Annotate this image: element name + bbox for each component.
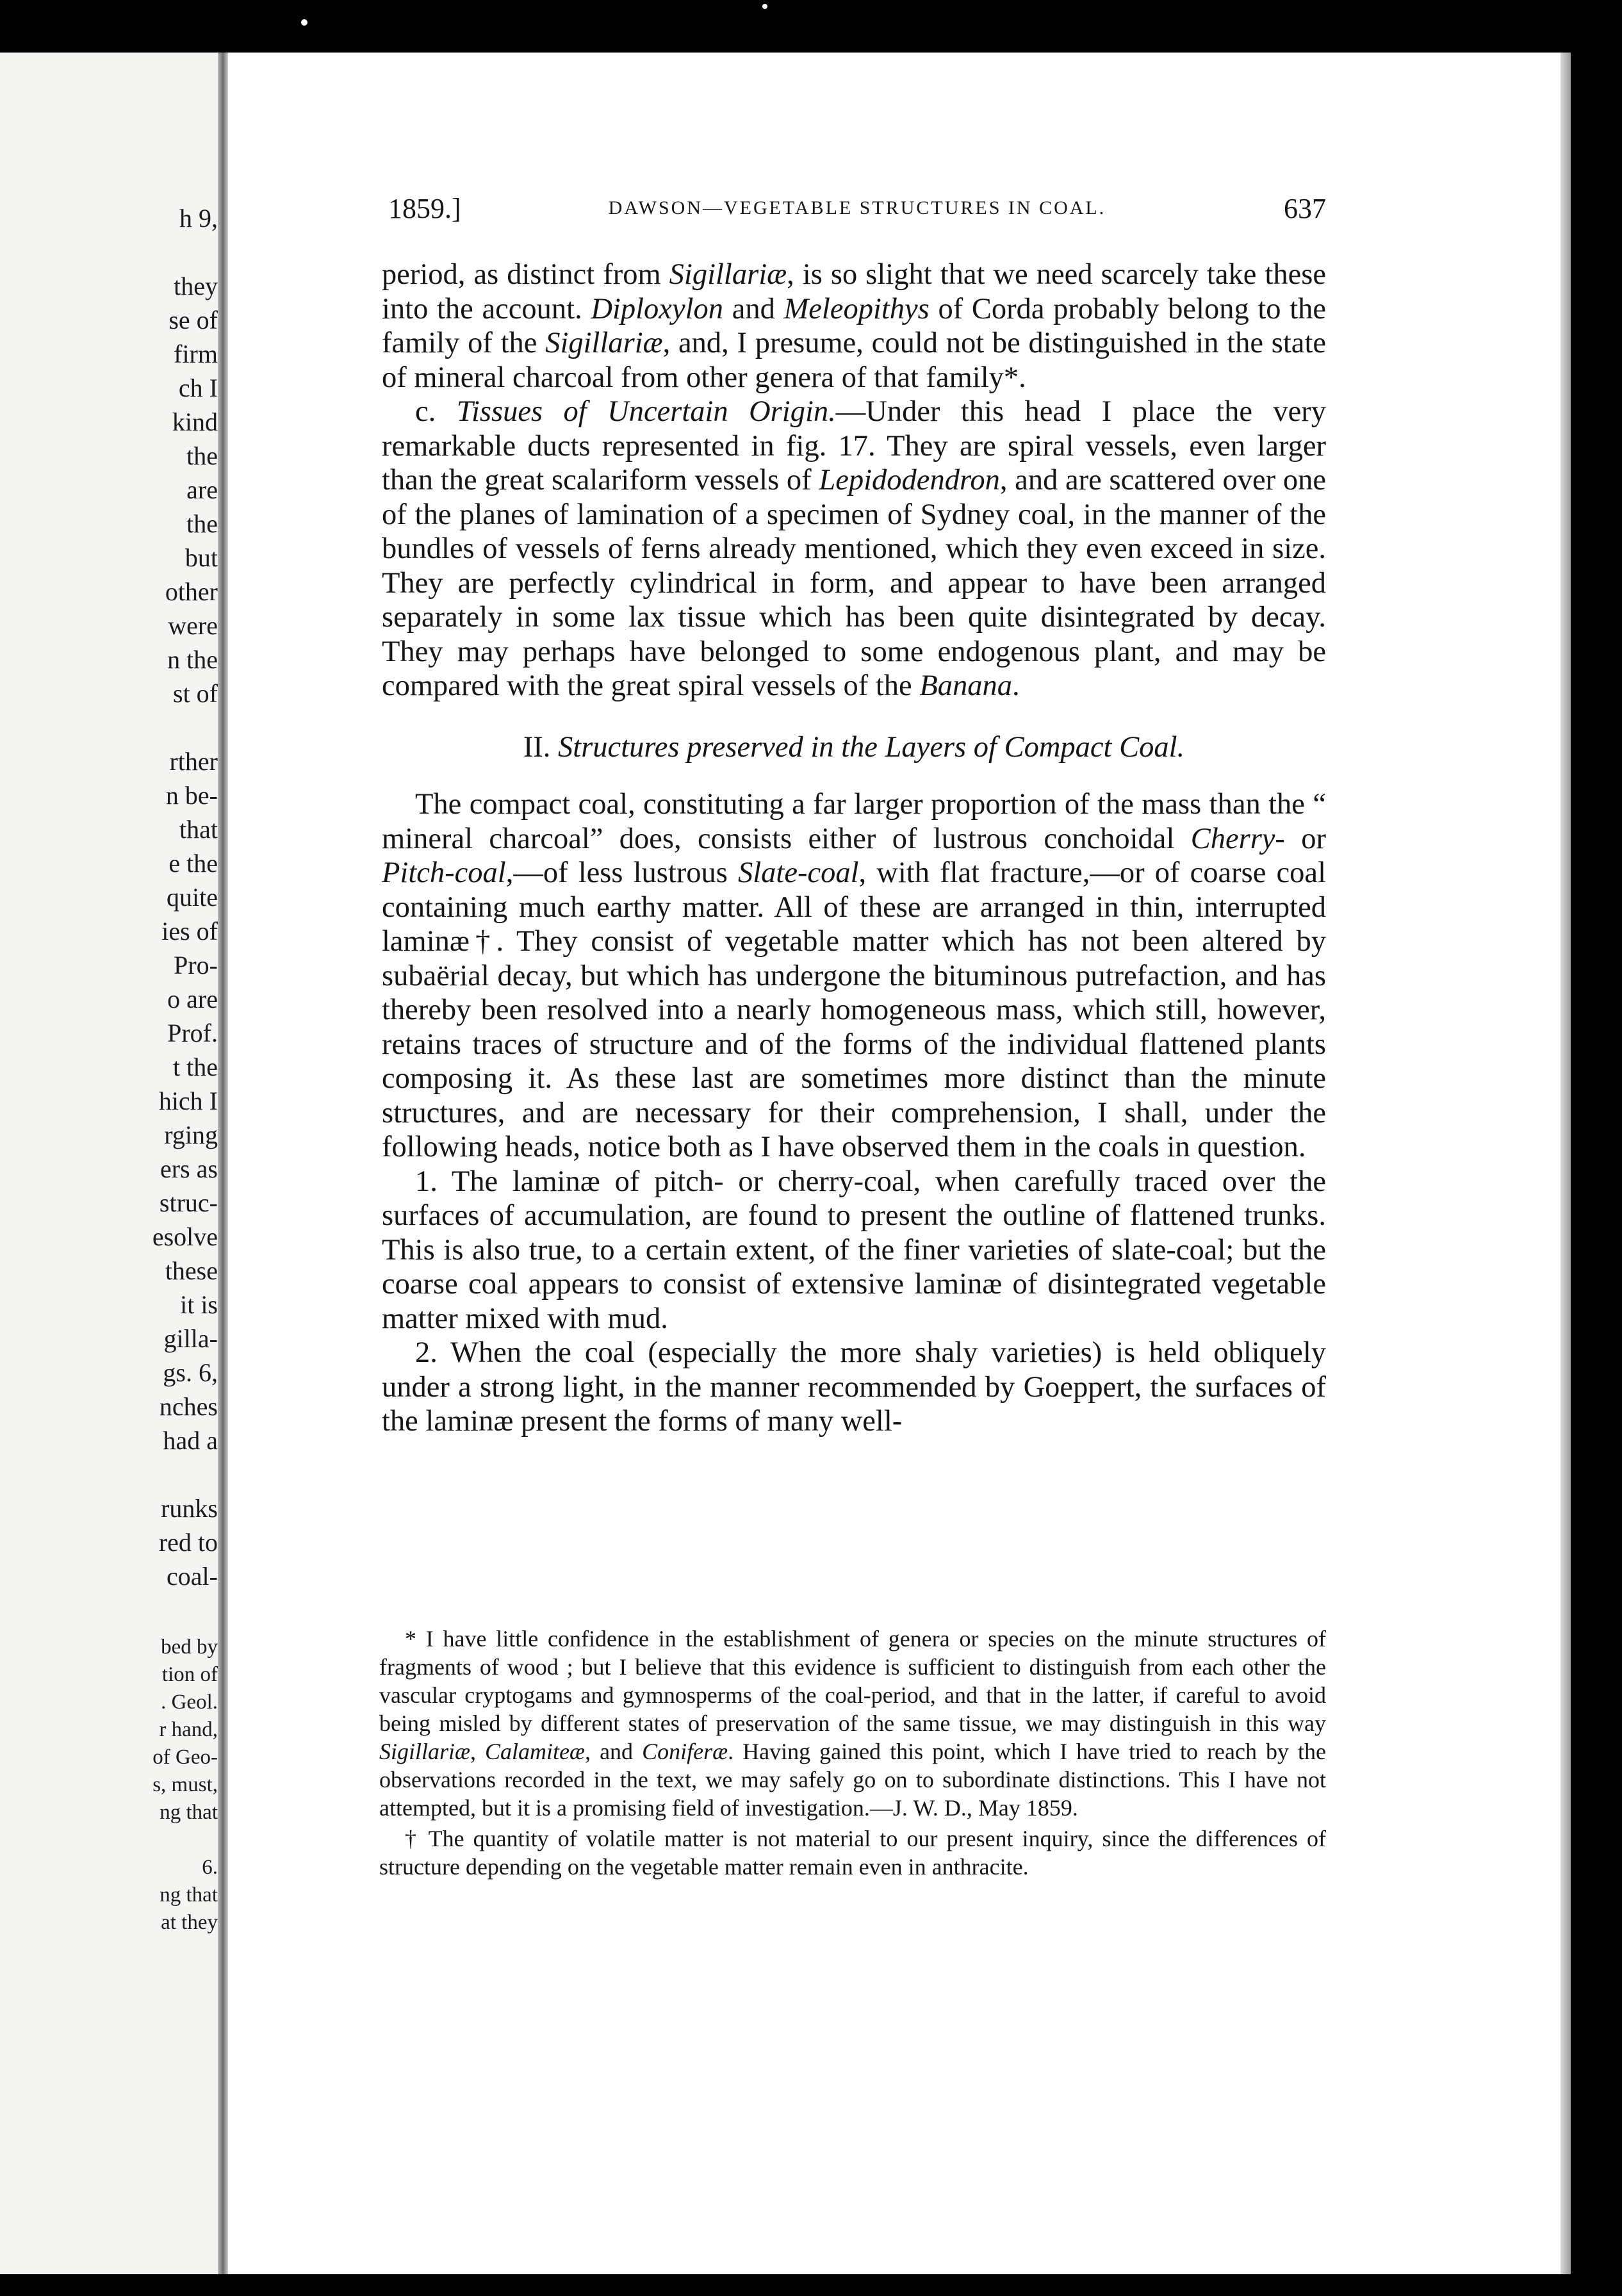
left-page-fragment: runks <box>161 1494 218 1523</box>
footnote-dagger: † The quantity of volatile matter is not material to our present inquiry, since the differences of structure depending on the vegetable matter remain even in anthracite. <box>379 1826 1326 1880</box>
left-page-footnote-fragment: s, must, <box>152 1773 218 1796</box>
left-page-fragment: these <box>165 1256 218 1285</box>
left-page-footnote-fragment: bed by <box>161 1636 218 1659</box>
left-page-footnote-fragment: r hand, <box>159 1718 218 1741</box>
left-page-fragment: Prof. <box>167 1019 218 1047</box>
left-page-fragment: n the <box>167 645 218 674</box>
left-page-footnote-fragment: ng that <box>160 1883 218 1906</box>
left-page-fragment: se of <box>168 306 218 334</box>
left-page-footnote-fragment: . Geol. <box>161 1691 218 1714</box>
scan-speck <box>762 4 767 9</box>
running-head-title: DAWSON—VEGETABLE STRUCTURES IN COAL. <box>608 197 1106 218</box>
left-page-fragment: ies of <box>161 917 218 946</box>
paragraph-sigillariae: period, as distinct from Sigillariæ, is so slight that we need scarcely take these into the account. Diploxylon and Meleopithys of Corda probably belong to the family of the Sigillariæ, and, I presume, could not be distinguished in the state of mineral charcoal from other genera of that family*. <box>382 258 1327 394</box>
paragraph-uncertain-origin: c. Tissues of Uncertain Origin.—Under this head I place the very remarkable ducts represented in fig. 17. They are spiral vessels, even larger than the great scalariform vessels of Lepidodendron, and are scattered over one of the planes of lamination of a specimen of Sydney coal, in the manner of the bundles of vessels of ferns already mentioned, which they even exceed in size. They are perfectly cylindrical in form, and appear to have been arranged separately in some lax tissue which has been quite disintegrated by decay. They may perhaps have belonged to some endogenous plant, and may be compared with the great spiral vessels of the Banana. <box>382 395 1327 702</box>
left-page-fragment: but <box>184 543 218 572</box>
left-page-fragment: esolve <box>152 1222 218 1251</box>
left-page-fragment: are <box>186 475 218 504</box>
page-number: 637 <box>1284 193 1326 224</box>
left-page-fragment: the <box>186 441 218 470</box>
left-page-fragment: struc- <box>159 1188 218 1217</box>
left-page-fragment: Pro- <box>174 951 218 980</box>
left-page-fragment: coal- <box>167 1562 218 1591</box>
left-page-fragment: st of <box>173 679 218 708</box>
left-page-fragment: firm <box>174 340 218 368</box>
left-page-fragment: that <box>179 815 218 844</box>
left-page-fragment: ch I <box>178 373 218 402</box>
left-page-fragment: had a <box>163 1426 218 1455</box>
left-page-fragment: h 9, <box>179 204 218 233</box>
left-page-fragment: ers as <box>160 1154 218 1183</box>
left-page-footnote-fragment: of Geo- <box>152 1746 218 1769</box>
left-page-fragment: kind <box>172 407 218 436</box>
footnote-asterisk: * I have little confidence in the establishment of genera or species on the minute structures of fragments of wood ; but I believe that this evidence is sufficient to distinguish from each other the vascular cryptogams and gymnosperms of the coal-period, and that in the latter, if careful to avoid being misled by different states of preservation of the same tissue, we may distinguish in this way Sigillariæ, Calamiteæ, and Coniferæ. Having gained this point, which I have tried to reach by the observations recorded in the text, we may safely go on to subordinate distinctions. This I have not attempted, but it is a promising field of investigation.—J. W. D., May 1859. <box>379 1626 1326 1821</box>
left-page-fragment: they <box>174 272 218 300</box>
left-page-fragment: gs. 6, <box>163 1358 218 1387</box>
left-page-fragment: other <box>165 577 218 606</box>
left-page-footnote-fragment: 6. <box>202 1856 218 1879</box>
page-edge <box>1561 53 1571 2274</box>
left-page-fragment: red to <box>158 1528 218 1557</box>
left-page-fragment: hich I <box>158 1086 218 1115</box>
left-page-fragment: nches <box>159 1392 218 1421</box>
left-page-fragment: rther <box>169 747 218 776</box>
running-head-year: 1859.] <box>388 193 461 224</box>
book-gutter <box>218 53 228 2274</box>
paragraph-compact-coal: The compact coal, constituting a far larger proportion of the mass than the “ mineral charcoal” does, consists either of lustrous conchoidal Cherry- or Pitch-coal,—of less lustrous Slate-coal, with flat fracture,—or of coarse coal containing much earthy matter. All of these are arranged in thin, interrupted laminæ†. They consist of vegetable matter which has not been altered by subaërial decay, but which has undergone the bituminous putrefaction, and has thereby been resolved into a nearly homogeneous mass, which still, however, retains traces of structure and of the forms of the individual flattened plants composing it. As these last are sometimes more distinct than the minute structures, and are necessary for their comprehension, I shall, under the following heads, notice both as I have observed them in the coals in question. <box>382 788 1326 1163</box>
running-head <box>388 192 1326 231</box>
left-page-fragment: n be- <box>165 781 218 810</box>
section-heading: II. Structures preserved in the Layers of Compact Coal. <box>523 730 1185 764</box>
left-page-fragment: e the <box>168 849 218 878</box>
body-text <box>382 258 1326 1439</box>
paragraph-oblique-light: 2. When the coal (especially the more shaly varieties) is held obliquely under a strong light, in the manner recommended by Goeppert, the surfaces of the laminæ present the forms of many well- <box>382 1336 1326 1438</box>
left-page-fragment: quite <box>167 883 218 912</box>
left-page-fragment: the <box>186 509 218 538</box>
left-page-footnote-fragment: ng that <box>160 1801 218 1824</box>
left-page-fragment: it is <box>180 1290 218 1319</box>
scan-speck <box>301 19 307 26</box>
footnotes <box>379 1625 1326 1881</box>
left-page-footnote-fragment: at they <box>161 1911 218 1934</box>
left-page-fragment: were <box>168 611 218 640</box>
left-page-fragment: rging <box>164 1120 218 1149</box>
left-facing-page <box>0 53 218 2274</box>
left-page-fragment: gilla- <box>163 1324 218 1353</box>
left-page-fragment: o are <box>167 985 218 1013</box>
left-page-footnote-fragment: tion of <box>161 1663 218 1686</box>
paragraph-laminae: 1. The laminæ of pitch- or cherry-coal, when carefully traced over the surfaces of accumulation, are found to present the outline of flattened trunks. This is also true, to a certain extent, of the finer varieties of slate-coal; but the coarse coal appears to consist of extensive laminæ of disintegrated vegetable matter mixed with mud. <box>382 1165 1326 1335</box>
left-page-fragment: t the <box>173 1053 218 1081</box>
